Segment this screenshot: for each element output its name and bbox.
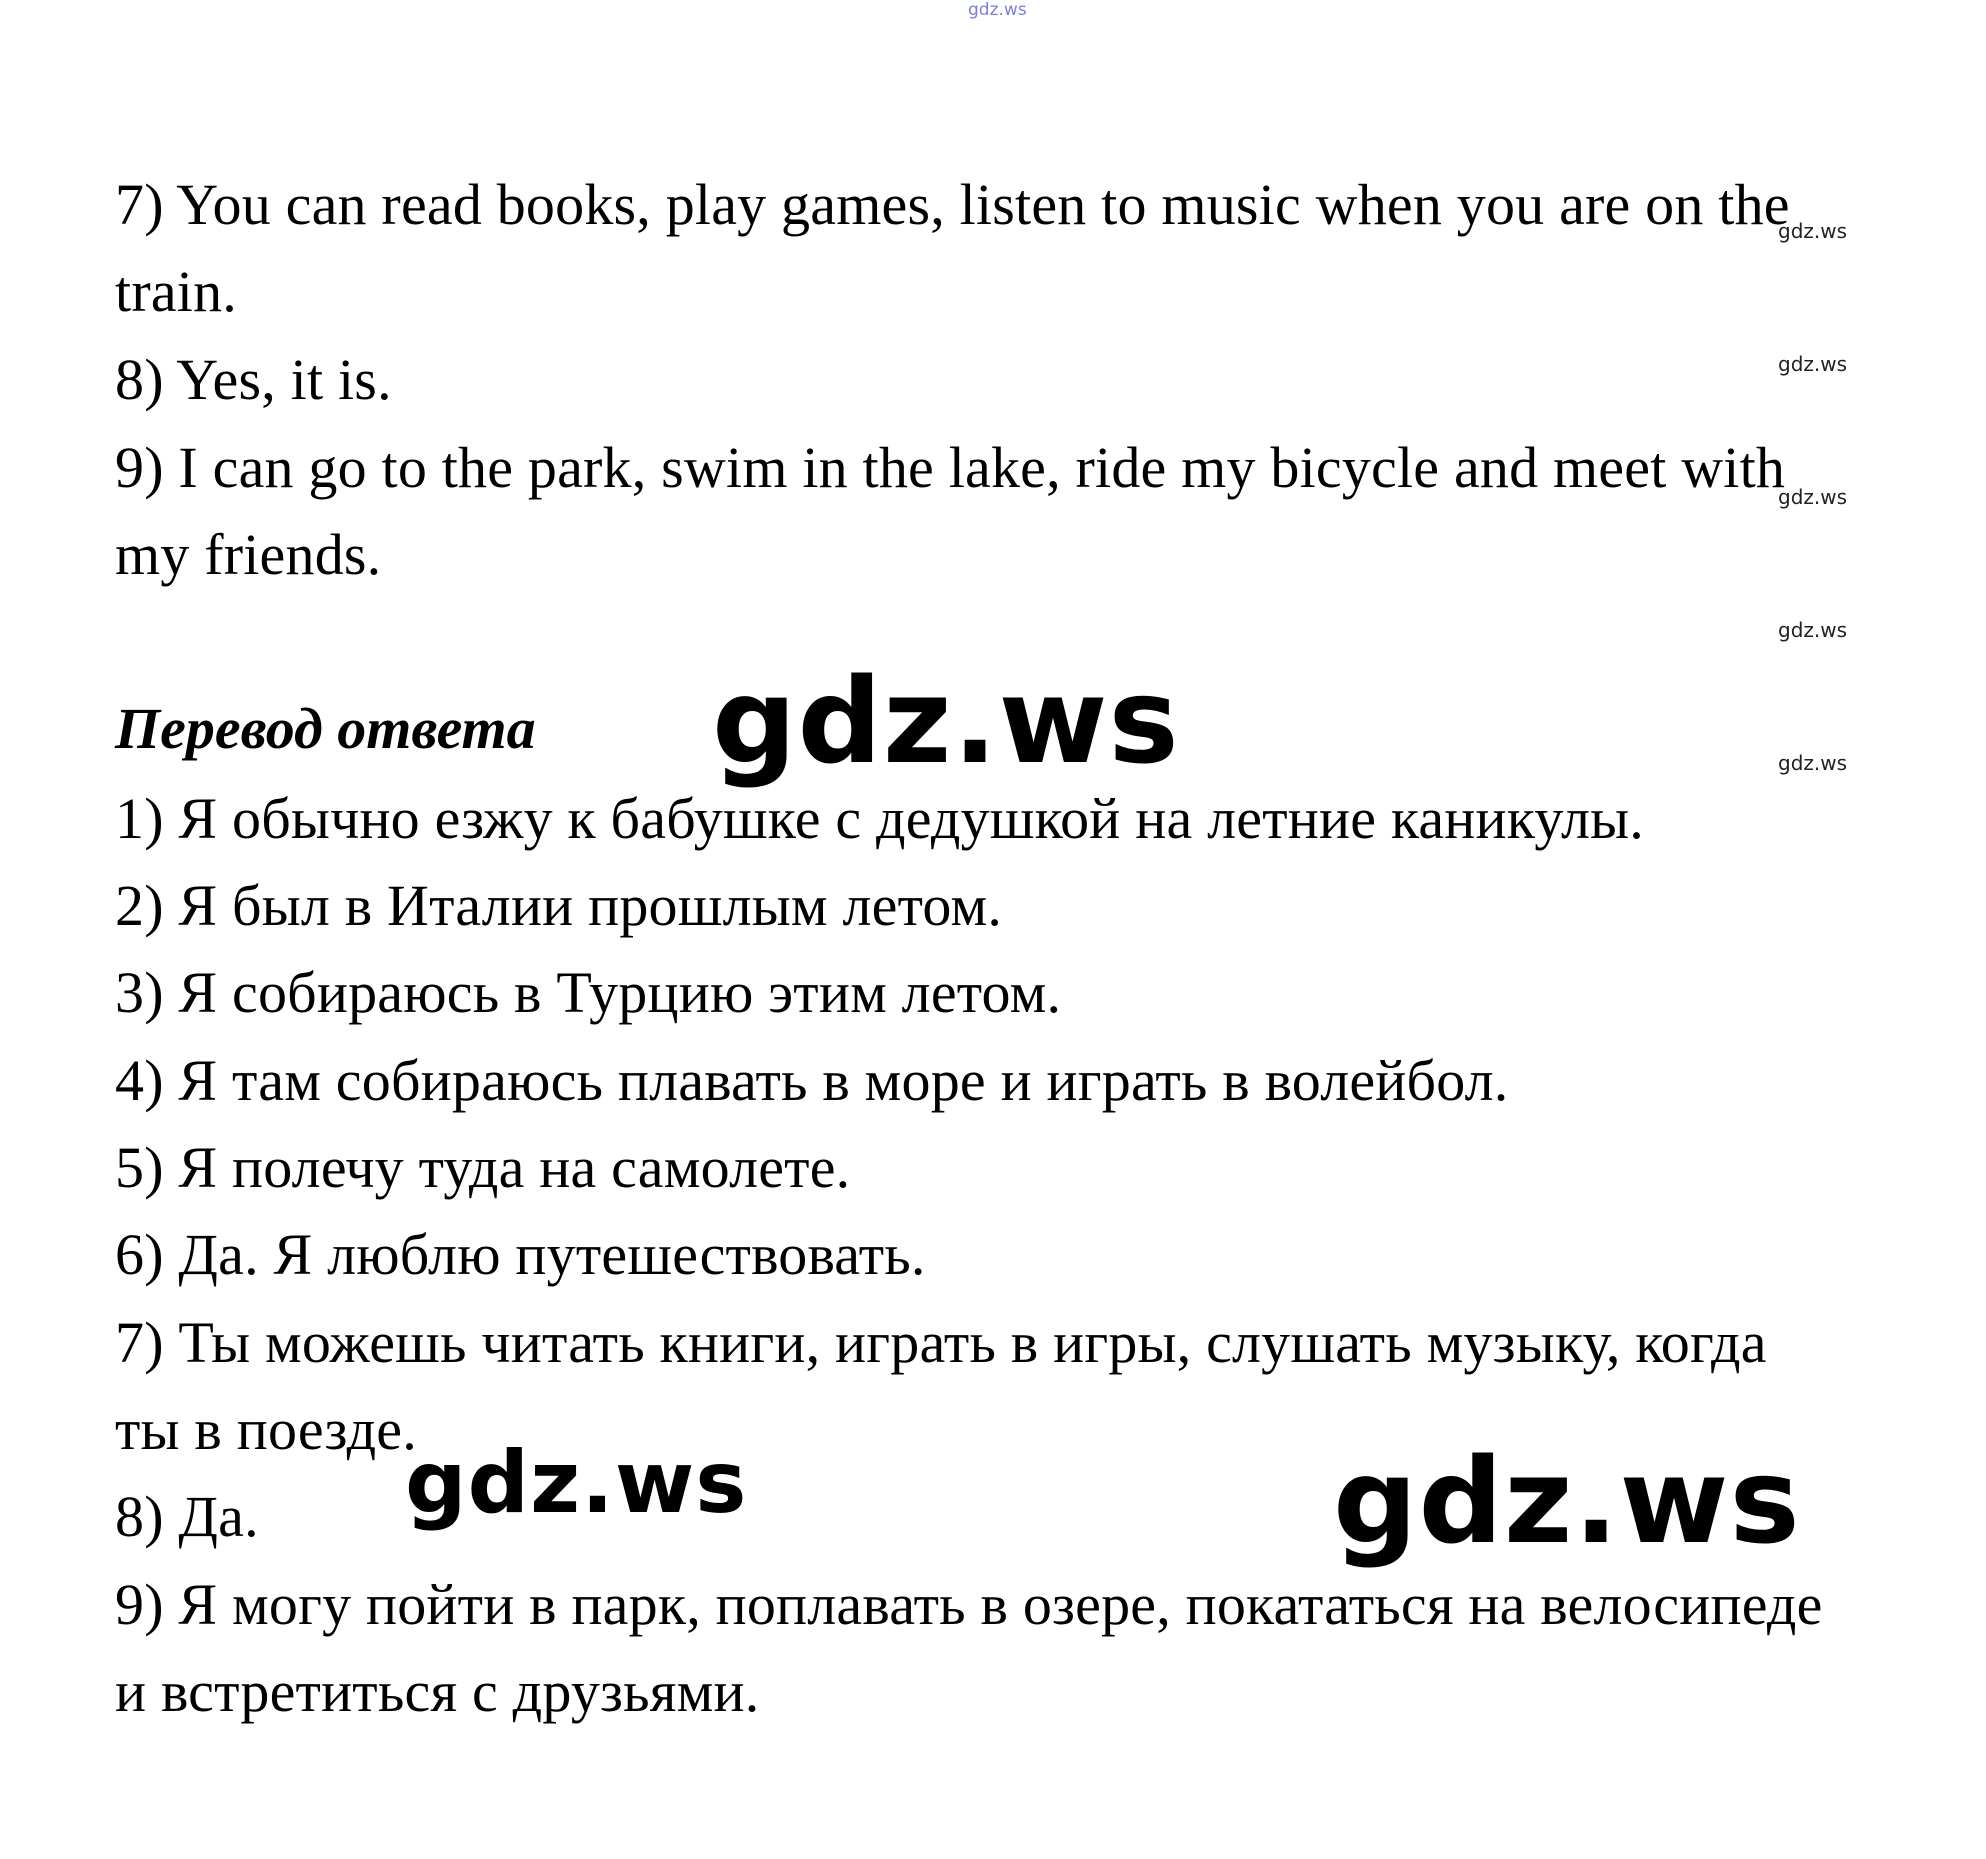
watermark-small: gdz.ws xyxy=(1778,485,1848,509)
translation-line: и встретиться с друзьями. xyxy=(115,1659,760,1724)
watermark-small: gdz.ws xyxy=(1778,618,1848,642)
translation-line: 1) Я обычно езжу к бабушке с дедушкой на летние каникулы. xyxy=(115,786,1645,851)
translation-line: 4) Я там собираюсь плавать в море и играть в волейбол. xyxy=(115,1048,1509,1113)
watermark-small: gdz.ws xyxy=(1778,219,1848,243)
watermark-small: gdz.ws xyxy=(1778,751,1848,775)
translation-line: 2) Я был в Италии прошлым летом. xyxy=(115,873,1003,938)
watermark-top: gdz.ws xyxy=(968,0,1027,20)
translation-line: 5) Я полечу туда на самолете. xyxy=(115,1135,851,1200)
watermark-small: gdz.ws xyxy=(1778,352,1848,376)
translation-line: ты в поезде. xyxy=(115,1397,417,1462)
english-answer-line: my friends. xyxy=(115,522,382,587)
translation-line: 3) Я собираюсь в Турцию этим летом. xyxy=(115,960,1062,1025)
translation-line: 9) Я могу пойти в парк, поплавать в озере, покататься на велосипеде xyxy=(115,1572,1823,1637)
watermark-big: gdz.ws xyxy=(712,652,1180,790)
english-answer-line: 8) Yes, it is. xyxy=(115,347,392,412)
watermark-big: gdz.ws xyxy=(405,1433,748,1533)
translation-heading: Перевод ответа xyxy=(115,696,536,761)
english-answer-line: 9) I can go to the park, swim in the lake, ride my bicycle and meet with xyxy=(115,435,1786,500)
watermark-big: gdz.ws xyxy=(1333,1432,1801,1570)
translation-line: 8) Да. xyxy=(115,1484,259,1549)
translation-line: 7) Ты можешь читать книги, играть в игры, слушать музыку, когда xyxy=(115,1310,1767,1375)
english-answer-line: train. xyxy=(115,259,237,324)
english-answer-line: 7) You can read books, play games, listen to music when you are on the xyxy=(115,172,1790,237)
translation-line: 6) Да. Я люблю путешествовать. xyxy=(115,1222,926,1287)
